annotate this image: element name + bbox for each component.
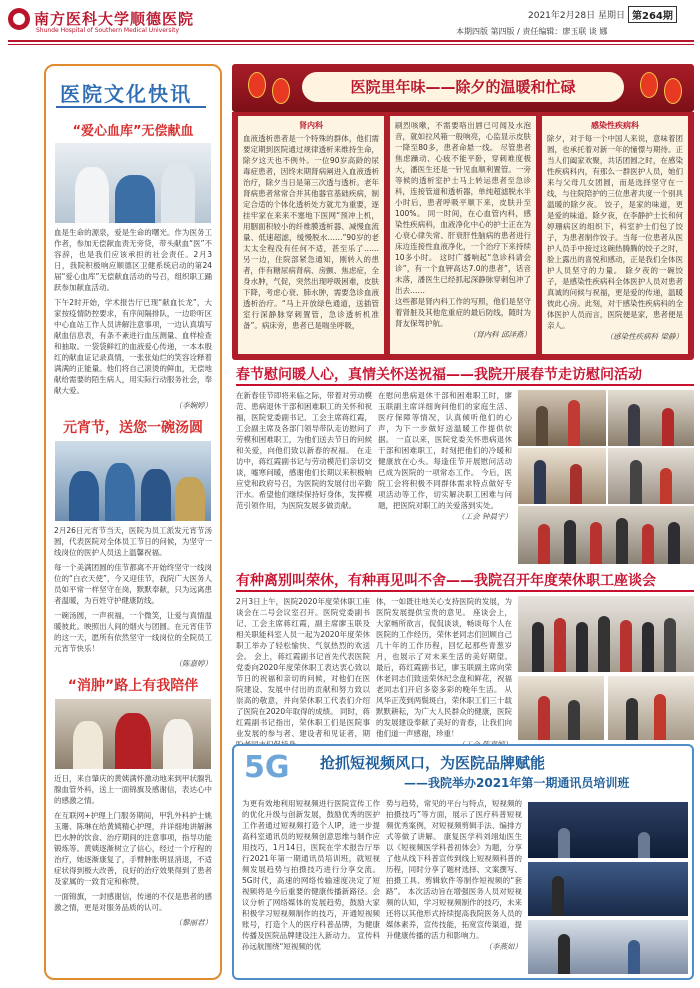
retire-group-photo <box>518 596 694 672</box>
visit-photo-group <box>518 506 694 564</box>
new-year-banner <box>232 64 694 112</box>
nephrology-story-2: 刷烈咳嗽，不需要咯出唇已可闻及水泡音，就如拉风箱一般响亮，心监显示皮肤一降至80多，患者命悬一线。 尽管患者焦虑躁动、心疲不能平卧，穿刺难度极大，潘医生还是一针见血顺利置管。一旁等候的透析室护士马上转运患者至急诊科，连接管道和透析器，单纯超滤脱水半小时后，患者呼吸平顺下来，皮肤升至100%。 同一时间，在心血管内科，感染性疾病科，血液净化中心的护士正在为心衰心律失常、肝衰肝性脑病的患者进行床边连接性血液净化，一个治疗下来持续10多小时。 这时广播响起“急诊科请会诊”，有一个血钾高达7.0的患者”，话音未落，潘医生已经抓起深静脉穿刺包冲了出去…… <box>395 121 531 295</box>
new-year-panel <box>232 112 694 360</box>
lantern-festival-body: 2月26日元宵节当天，医院为员工派发元宵节汤圆，代表医院对全体员工节日的问候，为坚守一线岗位的医护人员送上温馨祝福。 <box>54 526 212 557</box>
infectious-author: （感染性疾病科 梁静） <box>605 332 683 341</box>
infectious-story: 除夕，对于每一个中国人来说，意味着团圆，也承托着对新一年的憧憬与期待。正当人们阖家欢聚，共话团圆之时，在感染性疾病科内，有那么一群医护人员，她们来与父母几女团圆，而是选择坚守在一线，与住院陪护的三位患者共度一个别具温暖的除夕夜。 饺子，是家的味道，更是爱的味道。除夕夜，在李静护士长和何婷珊病区的组织下，科室护士们包了饺子，为患者制作饺子。当每一位患者从医护人员手中接过这碗热腾腾的饺子之时，脸上露出的喜悦和感动，正是我们全体医护人员坚守的力量。 除夕夜的一碗饺子，是感染性疾病科全体医护人员对患者真诚的问候与祝福，更是爱的传递，温暖彼此心房。此刻，对于感染性疾病科的全体医护人员而言，医院便是家，患者便是亲人。 <box>547 134 683 330</box>
lantern-festival-body-3: 一碗汤圆，一声祝福，一个微笑，让爱与真情温暖彼此。映照出人间的烟火与团圆。在元宵佳节的这一天，愿所有依然坚守一线岗位的全院员工元宵节快乐！ <box>54 611 212 653</box>
lantern-festival-photo <box>55 441 211 521</box>
nephrology-paper <box>238 116 384 354</box>
retire-photo-2 <box>518 676 604 740</box>
editor-line: 本期四版 第四版 / 责任编辑：廖玉联 谈 娜 <box>456 27 608 36</box>
hospital-logo <box>8 6 218 40</box>
swelling-body-2: 在互联网+护理上门服务期间，甲乳外科护士姚玉珊、陈琳在给黄姨精心护理，并详细地讲解淋巴水肿的饮食、治疗期间的注意事项，指导功能锻炼等。黄姨逐渐树立了信心，经过一个疗程的治疗，她逐渐康复了，手臂肿胀明显消退，不适症状得到极大改善，良好的治疗效果得到了患者及家属的一致肯定和称赞。 <box>54 811 212 886</box>
infectious-paper <box>542 116 688 354</box>
nephrology-paper-2 <box>390 116 536 354</box>
visit-photo-4 <box>608 448 694 504</box>
masthead-rule-thin <box>8 44 694 45</box>
visit-author: （工会 钟晨宇） <box>457 512 512 521</box>
swelling-body: 近日，来自肇庆的黄姨满怀激动地来到甲状腺乳腺血管外科，送上一面锦旗及感谢信，表达心中的感激之情。 <box>54 774 212 805</box>
nephrology-dept-label: 肾内科 <box>299 121 323 130</box>
masthead-rule <box>8 40 694 42</box>
blood-drive-author: （李娴婷） <box>174 401 212 410</box>
nephrology-story-3: 这些都是肾内科工作的写照，他们是坚守着肾脏及其他危重症的最后防线，随时为肾友保驾护航。 <box>395 297 531 328</box>
retire-body-col1: 2月3日上午，医院2020年度荣休职工座谈会在二号会议室召开。医院党委副书记、工会主席蒋红霞，副主席廖玉联及相关职能科室人员一起为2020年度荣休职工举办了轻松愉快、气氛热烈的欢送会。 会上，蒋红霞副书记首先代表医院党委向2020年度荣休职工表达衷心致以节日的祝福和亲切的问候，对他们在医院建设、发展中付出的贡献和努力致以崇高的敬意，并向荣休职工代表们介绍了医院在2020年取得的成绩。 同时，蒋红霞副书记指出，荣休职工们是医院事业发展的参与者、建设者和见证者，期 <box>236 597 370 738</box>
lantern-icon <box>272 78 290 104</box>
swelling-heading: “消肿”路上有我陪伴 <box>67 678 199 694</box>
short-video-body-col2 <box>386 798 522 976</box>
visit-body-col1: 在新春佳节即将来临之际，带着对劳动模范、患病退休干部和困难职工的关怀和祝福，医院党委副书记、工会主席蒋红霞，工会副主席及各部门领导带队走访慰问了劳模和困难职工，为他们送去节日的问候和关爱，向他们致以新春的祝福。 在走访中，蒋红霞副书记与劳动模范们亲切交谈，嘘寒问暖，感谢他们长期以来积极响应党和政府号召，为医院的发展付出辛勤汗水。希望他们继续保持好身体，发挥模范引领作用，为医院发展多做贡献。 <box>236 391 372 510</box>
retire-body-col2 <box>376 596 512 740</box>
blood-drive-heading: “爱心血库”无偿献血 <box>72 124 194 139</box>
visit-body-col2 <box>378 390 512 566</box>
visit-heading-rule <box>236 384 694 386</box>
lantern-festival-body-2: 每一个美满团圆的佳节都离不开始终坚守一线岗位的“白衣天使”，今又迎佳节，我院广大医务人员如平常一样坚守在岗，默默奉献，只为远离患者温暖，为百姓守护健康防线。 <box>54 563 212 605</box>
short-video-body-col1: 为更有效地利用短视频进行医院宣传工作的优化升级与创新发展，鼓励优秀的医护工作者通过短视频打造个人IP，进一步提高科室通讯员的短视频创意思维与制作应用技巧，1月14日，医院在学术报告厅举行2021年第一期通讯员培训班，就短视频发展趋势与拍摄技巧进行分享交流。 5G时代，高速的网络传输速度决定了短视频将是今后重要的健康传播新路径。会议分析了网络媒体的发展趋势，鼓励大家积极学习短视频制作的技巧，开通短视频账号，打造个人的医疗科普品牌，为健康传播及医院品牌建设注入新动力。 宣传科孙远航围绕“短视频的优 <box>242 799 380 951</box>
training-photo-3 <box>528 920 688 974</box>
logo-name-en: Shunde Hospital of Southern Medical University <box>36 27 180 34</box>
lantern-festival-author: （陈嘉婷） <box>174 659 212 668</box>
column-banner <box>46 66 220 114</box>
nephrology-story: 血液透析患者是一个特殊的群体，他们需要定期到医院通过规律透析来维持生命，除夕这天也不例外。一位90岁高龄的尿毒症患者，因终末期肾病阐进入血液透析治疗，除夕当日是第三次透与透析。老年肾病患者常常合并其他器官基础疾病，制定合适的个体化透析处方就尤为重要，逐挂牢家在来来不塞地下医网“预冲上机，用胭面积较小的纤维膜透析器、减慢血流量、低速超滤，缓慢脱水……”90岁的老太太全程没有任何不适，甚至乐了…… 另一边，住院部紧急通知，刚转入的患者，伴有糖尿病肾病、房颤、焦虑症，全身水肿，气促，突然出现呼吸困难，皮肤下降，考虑心衰、肺水肿，需要急诊血液透析治疗。“马上开放绿色通道，送插管室行深静脉穿刺置管，急诊透析机准备”。病床旁，患者已是喘坐呼吸， <box>243 134 379 330</box>
logo-name-cn: 南方医科大学顺德医院 <box>34 10 195 28</box>
retire-body-col2-text: 体，一如既往地关心支持医院的发展，为医院发展提供宝贵的意见。 座谈会上，大家畅所欲言，侃侃谈谈，畅谈每个人在医院的工作经历，荣休老同志们回顾自己几十年的工作历程，回忆起那些青葱岁月，也展示了对未来生活的美好期望。 最后，蒋红霞副书记，廖玉联副主席向荣休老同志们致送荣休纪念盘和鲜花，祝福老同志们开启多姿多彩的晚年生活。 从风华正茂到两鬓斑白，荣休职工们三十载默默耕耘，为广大人民群众的健康，医院的发展建设奉献了美好的青春，让我们向他们道一声感谢，珍重！ <box>376 597 512 738</box>
visit-body-col2-text: 在慰问患病退休干部和困难职工时，廖玉联副主席详细询问他们的家庭生活、医疗保障等情况，认真倾听他们的心声，为下一步做好送温暖工作提供依据。 一直以来，医院党委关怀患病退休干部和困难职工，时刻把他们的冷暖和健康放在心头。每逢佳节开展慰问活动已成为医院的一项常态工作。 今后，医院工会将积极不同群体需求特点做好专项活动等工作，切实解决职工困难与问题，把医院对职工的关爱落到实处。 <box>378 391 512 510</box>
short-video-body-col2-text: 势与趋势，常见的平台与特点，短视频的拍摄技巧”等方面，展示了医疗科普短视频优秀案例，对短视频剪辑手法、编排方式等做了讲解。 康复医学科刘翊灿医生以《短视频医学科普初体会》为题，分享了他从线下科普宣传到线上短视频科普的历程，同时分享了题材选择、文案撰写、拍摄工具、剪辑软件等制作短视频的“套路”。 本次活动旨在增强医务人员对短视频的认知，学习短视频制作的技巧，未来还将以其他形式持续提高我院医务人员的媒体素养，宣传技能，拓宽宣传渠道，提升健康传播的活力和影响力。 <box>386 799 522 940</box>
issue-date: 2021年2月28日 星期日 <box>528 11 625 21</box>
blood-drive-body: 血是生命的源泉，爱是生命的曙光。作为医务工作者，参加无偿献血责无旁贷，带头献血“医”不容辞，也是我们应该承担的社会责任。2月3日，我院积极响应顺德区卫健系统启动的第24届“爱心血库”无偿献血活动的号召，组织职工踊跃参加献血活动。 <box>54 228 212 292</box>
short-video-title: 抢抓短视频风口，为医院品牌赋能 <box>320 754 546 772</box>
retire-heading: 有种离别叫荣休，有种再见叫不舍——我院召开年度荣休职工座谈会 <box>236 573 656 589</box>
new-year-title: 医院里年味——除夕的温暖和忙碌 <box>302 72 624 102</box>
lantern-icon <box>640 72 658 98</box>
banner-presentation-photo <box>55 699 211 769</box>
infectious-dept-label: 感染性疾病科 <box>591 121 639 130</box>
issue-number: 第264期 <box>628 6 677 23</box>
visit-photo-3 <box>518 448 606 504</box>
visit-heading: 春节慰问暖人心，真情关怀送祝福——我院开展春节走访慰问活动 <box>236 367 642 383</box>
training-photo-2 <box>528 862 688 916</box>
visit-photo-1 <box>518 390 606 446</box>
short-video-subtitle: ——我院举办2021年第一期通讯员培训班 <box>404 776 630 790</box>
nephrology-author: （肾内科 邱泽燕） <box>468 330 531 339</box>
masthead <box>0 0 700 58</box>
blood-drive-body-2: 下午2时开始，学术报告厅已现“献血长龙”，大家按疫情防控要求，有序间隔排队，一边聆听区中心血站工作人员讲解注意事项，一边认真填写献血信息表，有条不紊进行血压测量、血样检查和抽取。一袋袋鲜红的血液爱心传递，一本本殷红的献血证记录真情，一张张灿烂的笑容诠释着满满的正能量。他们将自己滚烫的鲜血，无偿地献给需要的陌生病人，用实际行动服务社会，奉献大爱。 <box>54 298 212 395</box>
column-title-underline <box>56 106 206 108</box>
lantern-icon <box>664 78 682 104</box>
culture-news-column <box>44 64 222 980</box>
swelling-body-3: 一面锦旗，一封感谢信，传递的不仅是患者的感激之情，更是对服务品质的认可。 <box>54 892 212 912</box>
retire-photo-3 <box>608 676 694 740</box>
hospital-seal-icon <box>8 8 30 30</box>
blood-drive-photo <box>55 143 211 223</box>
short-video-author: （李燕如） <box>484 942 522 951</box>
swelling-author: （黎丽君） <box>174 918 212 927</box>
column-title: 医院文化快讯 <box>60 82 192 106</box>
lantern-icon <box>248 72 266 98</box>
retire-heading-rule <box>236 590 694 592</box>
visit-photo-2 <box>608 390 694 446</box>
short-video-section <box>232 744 694 980</box>
training-photo-1 <box>528 802 688 858</box>
lantern-festival-heading: 元宵节，送您一碗汤圆 <box>63 420 203 436</box>
fiveg-badge: 5G <box>244 750 290 785</box>
